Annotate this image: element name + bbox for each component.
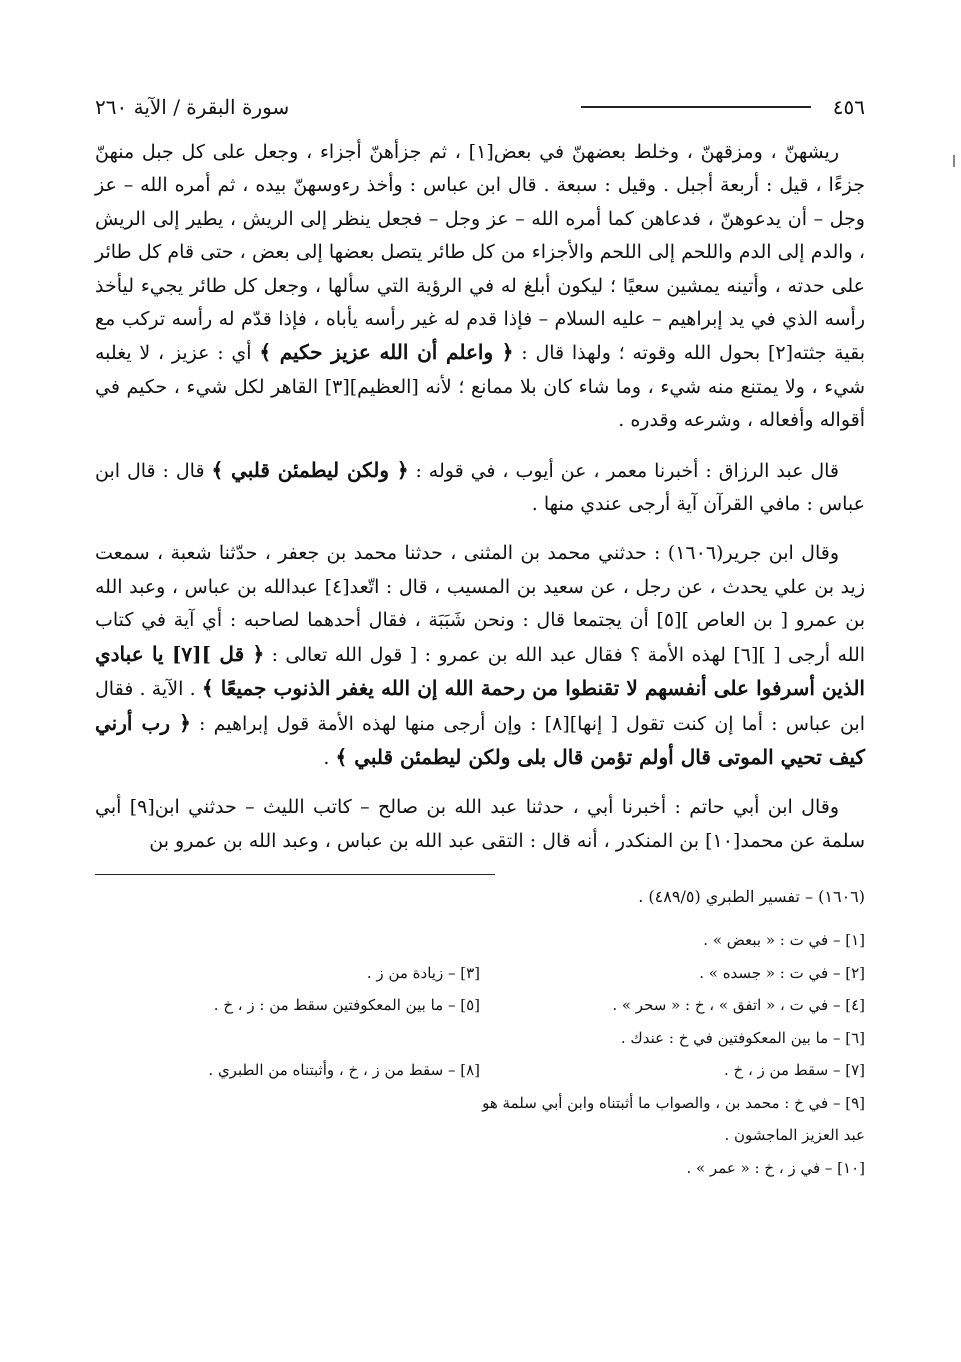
paragraph [95, 136, 865, 438]
variant-note: [٧] – سقط من ز ، خ . [723, 1061, 865, 1080]
header-rule [581, 106, 811, 108]
quran-quote: ﴿ واعلم أن الله عزيز حكيم ﴾ [259, 340, 514, 365]
note-row [95, 989, 865, 1022]
body-text [95, 136, 865, 858]
variant-note [95, 1022, 480, 1055]
variant-note: [٤] – في ت ، « اتفق » ، خ : « سحر » . [612, 996, 865, 1015]
text-run: . [323, 746, 336, 769]
text-run: ريشهنّ ، ومزقهنّ ، وخلط بعضهنّ في بعض[١] ، ثم جزأهنّ أجزاء ، وجعل على كل جبل منهنّ جزءًا ، قيل : أربعة أجبل . وقيل : سبعة . قال ابن عباس : وأخذ رءوسهنّ بيده ، ثم أمره الله – عز وجل – أن يدعوهنّ ، فدعاهن كما أمره الله – عز وجل – فجعل ينظر إلى الريش ، يطير إلى الريش ، والدم إلى الدم واللحم إلى اللحم والأجزاء من كل طائر يتصل بعضها إلى بعض ، حتى قام كل طائر على حدته ، وأتينه يمشين سعيًا ؛ ليكون أبلغ له في الرؤية التي سألها ، وجعل كل طائر يجيء ليأخذ رأسه الذي في يد إبراهيم – عليه السلام – فإذا قدم له غير رأسه يأباه ، فإذا قدّم له رأسه تركب مع بقية جثته[٢] بحول الله وقوته ؛ ولهذا قال : [95, 141, 866, 365]
note-row [95, 924, 865, 957]
note-row [95, 1087, 865, 1152]
note-row [95, 1054, 865, 1087]
variant-note: [٨] – سقط من ز ، خ ، وأثبتناه من الطبري . [208, 1061, 480, 1080]
text-run: . الآية . فقال ابن عباس : أما إن كنت تقول [ إنها][٨] : وإن أرجى منها لهذه الأمة قول إبراهيم : [95, 678, 865, 735]
variant-note: [٥] – ما بين المعكوفتين سقط من : ز ، خ . [213, 996, 480, 1015]
note-row [95, 957, 865, 990]
page-number: ٤٥٦ [832, 95, 865, 119]
running-title: سورة البقرة / الآية ٢٦٠ [95, 95, 290, 119]
page [95, 92, 865, 1184]
variant-notes [95, 924, 865, 1184]
paragraph [95, 537, 865, 775]
margin-mark [953, 155, 955, 167]
paragraph [95, 791, 865, 858]
variant-note: [٢] – في ت : « جسده » . [699, 963, 865, 982]
footnote-rule [95, 874, 495, 875]
main-footnote: (١٦٠٦) – تفسير الطبري (٤٨٩/٥) . [638, 887, 865, 907]
note-row [95, 1022, 865, 1055]
variant-note: [٦] – ما بين المعكوفتين في خ : عندك . [620, 1028, 865, 1047]
text-run: قال : قال ابن عباس : مافي القرآن آية أرجى عندي منها . [95, 459, 865, 516]
variant-note: [٩] – في خ : محمد بن ، والصواب ما أثبتناه وابن أبي سلمة هو عبد العزيز الماجشون . [482, 1093, 865, 1145]
text-run: وقال ابن جرير(١٦٠٦) : حدثني محمد بن المثنى ، حدثنا محمد بن جعفر ، حدّثنا شعبة ، سمعت زيد بن علي يحدث ، عن رجل ، عن سعيد بن المسيب ، قال : اتّعد[٤] عبدالله بن عباس ، وعبد الله بن عمرو [ بن العاص ][٥] أن يجتمعا قال : ونحن شَبَبَة ، فقال أحدهما لصاحبه : أي آية في كتاب الله أرجى [ ][٦] لهذه الأمة ؟ فقال عبد الله بن عمرو : [ قول الله تعالى : [95, 542, 866, 666]
text-run: وقال ابن أبي حاتم : أخبرنا أبي ، حدثنا عبد الله بن صالح – كاتب الليث – حدثني ابن[٩] أبي سلمة عن محمد[١٠] بن المنكدر ، أنه قال : التقى عبد الله بن عباس ، وعبد الله بن عمرو بن [95, 796, 865, 852]
variant-note [95, 1152, 480, 1185]
variant-note [95, 1087, 480, 1152]
quran-quote: ﴿ رب أرني كيف تحيي الموتى قال أولم تؤمن قال بلى ولكن ليطمئن قلبي ﴾ [95, 710, 865, 769]
quran-quote: ﴿ ولكن ليطمئن قلبي ﴾ [211, 457, 409, 482]
paragraph [95, 454, 865, 522]
text-run: قال عبد الرزاق : أخبرنا معمر ، عن أيوب ، في قوله : [408, 459, 839, 482]
quran-quote: ﴿ قل ][٧] يا عبادي الذين أسرفوا على أنفسهم لا تقنطوا من رحمة الله إن الله يغفر الذنوب جميعًا ﴾ [95, 641, 865, 701]
variant-note: [١] – في ت : « ببعض » . [703, 931, 865, 950]
note-row [95, 1152, 865, 1185]
variant-note [95, 924, 480, 957]
variant-note: [٣] – زيادة من ز . [366, 963, 480, 982]
running-header [95, 92, 865, 122]
variant-note: [١٠] – في ز ، خ : « عمر » . [686, 1158, 865, 1177]
text-run: أي : عزيز ، لا يغلبه شيء ، ولا يمتنع منه شيء ، وما شاء كان بلا ممانع ؛ لأنه [العظيم][٣] القاهر لكل شيء ، حكيم في أقواله وأفعاله ، وشرعه وقدره . [95, 342, 865, 432]
